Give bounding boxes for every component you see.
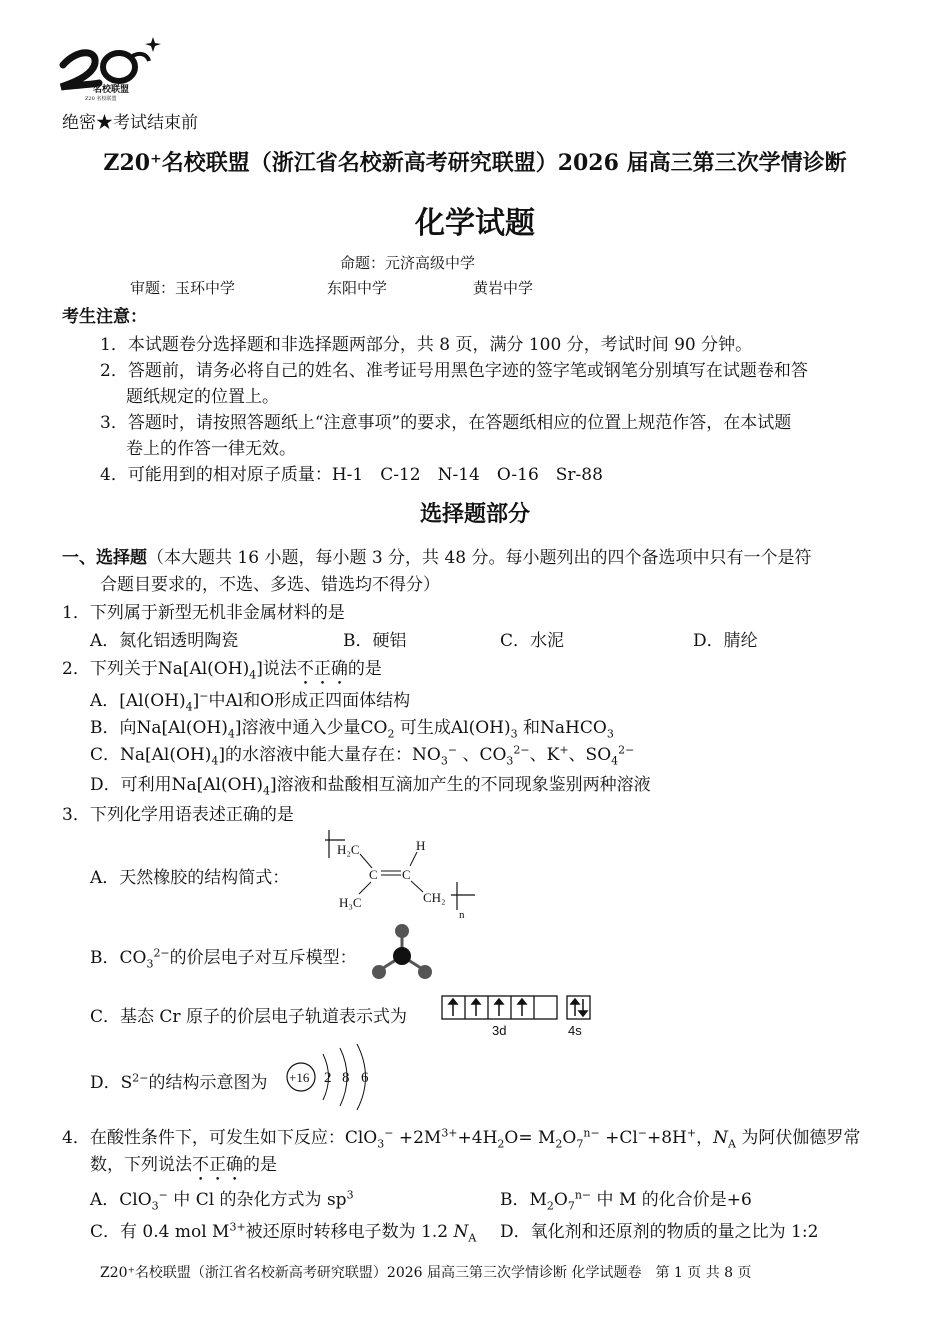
- formula-n: n: [459, 909, 465, 920]
- q4-option-d: D．氧化剂和还原剂的物质的量之比为 1:2: [500, 1222, 819, 1242]
- formula-h2c: H₂C: [337, 842, 360, 857]
- formula-c: C: [369, 867, 378, 882]
- nucleus-charge: +16: [289, 1070, 310, 1085]
- ion-structure-diagram: [284, 1044, 384, 1114]
- formula-h: H: [416, 838, 426, 853]
- page-footer: Z20⁺名校联盟（浙江省名校新高考研究联盟）2026 届高三第三次学情诊断 化学试题卷 第 1 页 共 8 页: [100, 1265, 752, 1281]
- q2-stem: 2．下列关于$Na[Al(OH)_4]$说法不正确的是: [62, 659, 382, 682]
- subject-title: 化学试题: [415, 206, 535, 241]
- q3-option-b: B．$CO_3^{2-}$的价层电子对互斥模型：: [90, 946, 357, 971]
- notice-item: 3．答题时，请按照答题纸上“注意事项”的要求，在答题纸相应的位置上规范作答，在本试题: [100, 413, 792, 433]
- q4-stem: 4．在酸性条件下，可发生如下反应：$ClO_3^- +2M^{3+}+4H_2O= M_2O_7^{n-} +Cl^-+8H^+$，$N_A$ 为阿伏伽德罗常: [62, 1126, 861, 1151]
- q1-option-b: B．硬铝: [343, 631, 407, 651]
- natural-rubber-structure: [315, 822, 490, 920]
- vsepr-model-icon: [366, 922, 438, 984]
- section-heading: 一、选择题: [62, 548, 147, 568]
- q3-option-d: D．$S^{2-}$的结构示意图为: [90, 1071, 268, 1093]
- logo-text: 名校联盟: [93, 85, 130, 95]
- notice-item: 题纸规定的位置上。: [126, 387, 279, 407]
- q2-option-a: A．$[Al(OH)_4]^-$中Al和O形成正四面体结构: [90, 689, 411, 714]
- notice-title: 考生注意：: [62, 307, 147, 327]
- formula-h3c: H₃C: [339, 895, 362, 910]
- section-title: 选择题部分: [419, 501, 530, 527]
- label-4s: 4s: [568, 1023, 582, 1038]
- reviewer-line-3: 黄岩中学: [473, 279, 534, 297]
- q2-option-b: B．向$Na[Al(OH)_4]$溶液中通入少量$CO_2$ 可生成$Al(OH)_3$ 和NaHCO$_3$: [90, 718, 614, 741]
- formula-c2: C: [402, 867, 411, 882]
- q1-option-a: A．氮化铝透明陶瓷: [90, 631, 239, 651]
- section-desc-2: 合题目要求的，不选、多选、错选均不得分）: [100, 575, 440, 595]
- reviewer-line-2: 东阳中学: [327, 279, 388, 297]
- shell-electrons: 6: [361, 1070, 369, 1086]
- q1-option-d: D．腈纶: [693, 631, 758, 651]
- secret-label: 绝密★考试结束前: [62, 113, 198, 133]
- q1-option-c: C．水泥: [500, 631, 565, 651]
- q2-option-c: C．$Na[Al(OH)_4]$的水溶液中能大量存在：$NO_3^-$ 、$CO_3^{2-}$、K+、$SO_4^{2-}$: [90, 743, 635, 768]
- label-3d: 3d: [492, 1023, 507, 1038]
- shell-electrons: 8: [342, 1070, 350, 1086]
- q3-option-a: A．天然橡胶的结构简式：: [90, 868, 290, 888]
- notice-item: 2．答题前，请务必将自己的姓名、准考证号用黑色字迹的签字笔或钢笔分别填写在试题卷和答: [100, 361, 808, 381]
- q2-option-d: D．可利用$Na[Al(OH)_4]$溶液和盐酸相互滴加产生的不同现象鉴别两种溶液: [90, 775, 651, 798]
- notice-item: 4．可能用到的相对原子质量：H-1 C-12 N-14 O-16 Sr-88: [100, 465, 603, 485]
- section-desc: （本大题共 16 小题，每小题 3 分，共 48 分。每小题列出的四个备选项中只有一个是符: [147, 548, 812, 568]
- author-line: 命题：元济高级中学: [340, 254, 476, 272]
- q4-option-b: B．$M_2O_7^{n-}$ 中 M 的化合价是+6: [500, 1188, 752, 1213]
- q4-option-c: C．有 0.4 mol $M^{3+}$被还原时转移电子数为 1.2 $N_A$: [90, 1220, 477, 1245]
- q4-stem-line2: 数，下列说法不正确的是: [90, 1155, 277, 1175]
- logo-subtext: Z20 名校联盟: [85, 96, 117, 102]
- notice-item: 卷上的作答一律无效。: [126, 439, 296, 459]
- q3-option-c: C．基态 Cr 原子的价层电子轨道表示式为: [90, 1007, 407, 1027]
- exam-title: Z20⁺名校联盟（浙江省名校新高考研究联盟）2026 届高三第三次学情诊断: [103, 150, 847, 176]
- reviewer-line: 审题：玉环中学: [130, 279, 236, 297]
- q3-stem: 3．下列化学用语表述正确的是: [62, 805, 294, 825]
- notice-item: 1．本试题卷分选择题和非选择题两部分，共 8 页，满分 100 分，考试时间 90 分钟。: [100, 335, 753, 355]
- section-heading-line: [62, 543, 812, 568]
- q1-stem: 1．下列属于新型无机非金属材料的是: [62, 603, 345, 623]
- orbital-diagram: [440, 994, 595, 1038]
- logo: [55, 35, 165, 105]
- shell-electrons: 2: [324, 1070, 332, 1086]
- formula-ch2: CH₂: [423, 890, 446, 905]
- q4-option-a: A．ClO$_3$− 中 Cl 的杂化方式为 $sp^3$: [90, 1188, 354, 1213]
